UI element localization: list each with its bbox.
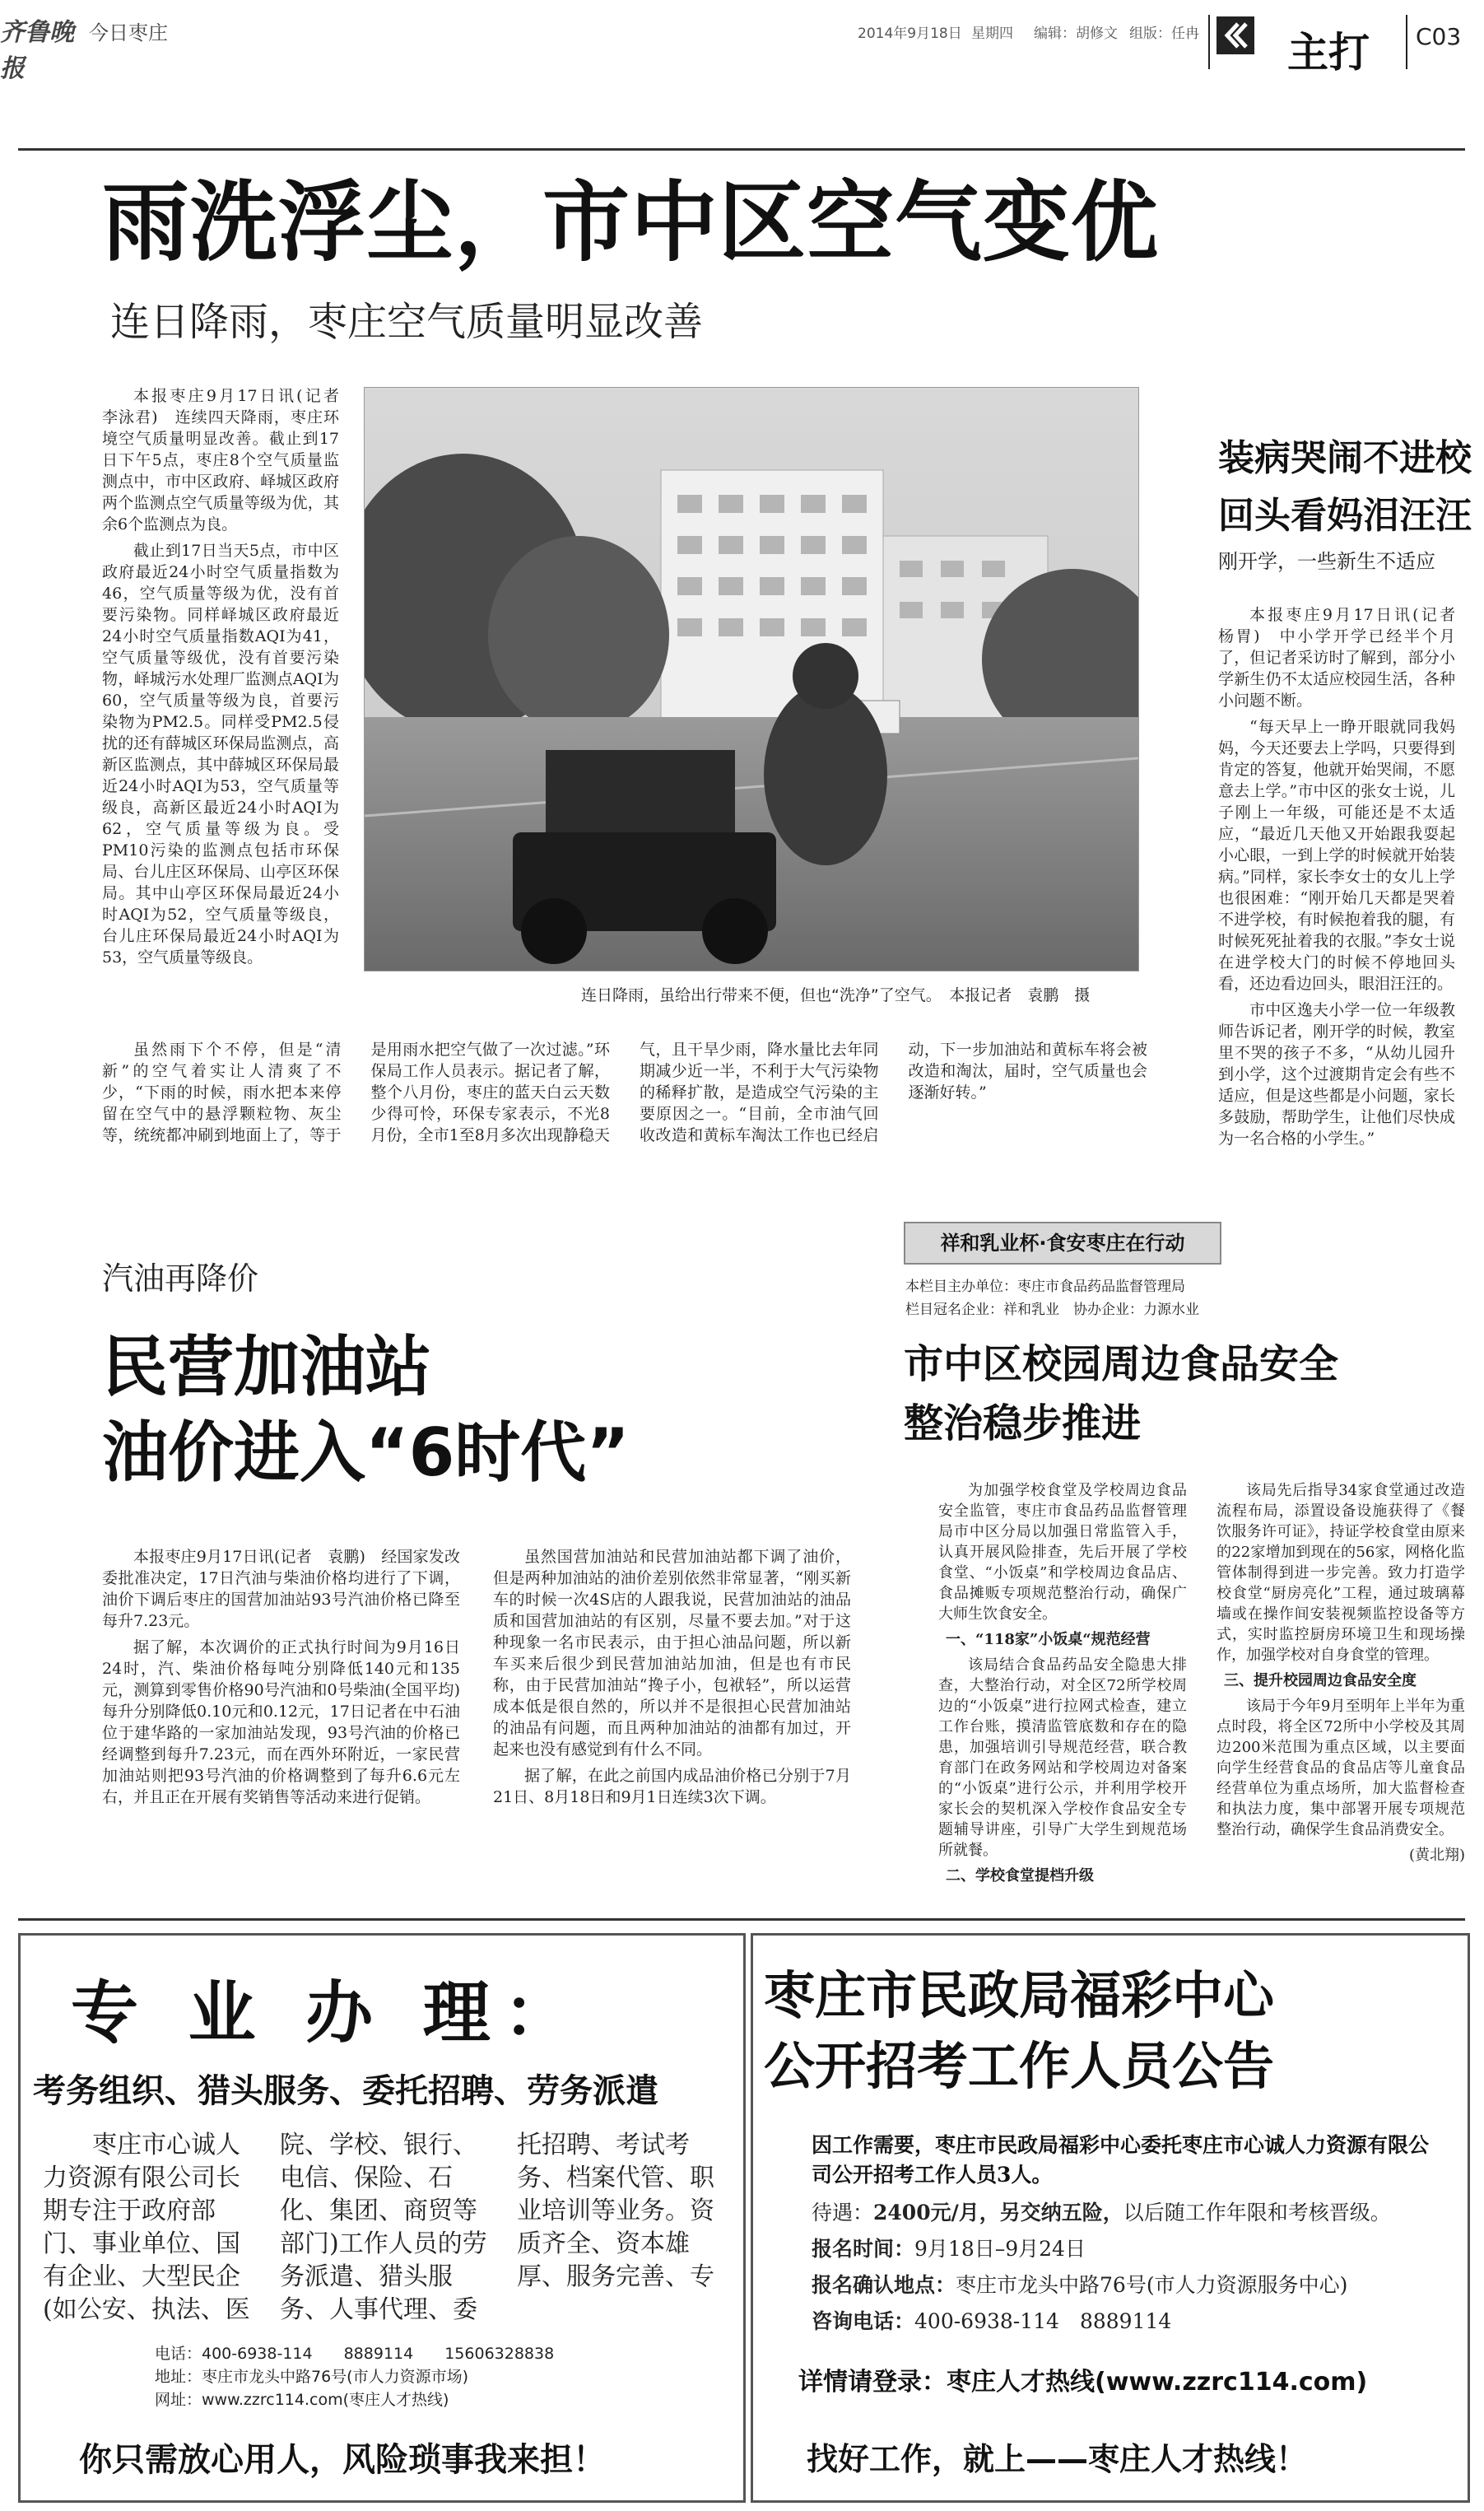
gas-paragraph: 虽然国营加油站和民营加油站都下调了油价，但是两种加油站的油价差别依然非常显著，“刚买新车的时候一次4S店的人跟我说，民营加油站的油品质和国营加油站的有区别，尽量不要去加。”对于这种现象一名市民表示，由于担心油品问题，所以新车买来后很少到民营加油站加油，但是也有市民称，由于民营加油站“搀子小，包袱轻”，所以运营成本低是很自然的，所以并不是很担心民营加油站的油品有问题，而且两种加油站的油都有加过，开起来也没有感觉到有什么不同。	[493, 1548, 851, 1759]
column-label: 主打	[1287, 29, 1370, 77]
food-title-line1: 市中区校园周边食品安全	[904, 1341, 1339, 1387]
right-ad-pay	[812, 2197, 1391, 2226]
kids-title-line1: 装病哭闹不进校	[1218, 437, 1472, 479]
kids-column	[1218, 604, 1455, 1172]
masthead-rule	[18, 148, 1465, 151]
page-number-separator	[1406, 15, 1407, 69]
right-ad-phone	[812, 2305, 1171, 2335]
food-title-line2: 整治稳步推进	[904, 1400, 1142, 1447]
lead-paragraph: 虽然雨下个不停，但是“清新”的空气着实让人清爽了不少，“下雨的时候，雨水把本来停留在空气中的悬浮颗粒物、灰尘等，统统都冲刷到地面上了，等于是用雨水把空气做了一次过滤。”环保局工作人员表示。据记者了解，整个八月份，枣庄的蓝天白云天数少得可怜，环保专家表示，不光8月份，全市1至8月多次出现静稳天气，且干旱少雨，降水量比去年同期减少近一半，不利于大气污染物的稀释扩散，是造成空气污染的主要原因之一。“目前，全市油气回收改造和黄标车淘汰工作也已经启动，下一步加油站和黄标车将会被改造和淘汰，届时，空气质量也会逐渐好转。”	[102, 1041, 1147, 1144]
left-ad-body: 枣庄市心诚人力资源有限公司长期专注于政府部门、事业单位、国有企业、大型民企(如公安、执法、医院、学校、银行、电信、保险、石化、集团、商贸等部门)工作人员的劳务派遣、猎头服务、人事代理、委托招聘、考试考务、档案代管、职业培训等业务。资质齐全、资本雄厚、服务完善、专	[43, 2131, 714, 2324]
page-number: C03	[1416, 23, 1462, 50]
chevron-left-icon	[1217, 16, 1254, 54]
kids-title-line2: 回头看妈泪汪汪	[1218, 495, 1472, 537]
right-ad-place-label: 报名确认地点：	[812, 2273, 956, 2297]
food-section-heading: 二、学校食堂提档升级	[946, 1867, 1094, 1884]
masthead-logo: 齐鲁晚报	[0, 18, 74, 83]
right-ad-intro: 因工作需要，枣庄市民政局福彩中心委托枣庄市心诚人力资源有限公司公开招考工作人员3人。	[812, 2133, 1430, 2187]
food-sponsor-2: 栏目冠名企业：祥和乳业 协办企业：力源水业	[905, 1302, 1199, 1318]
gas-columns	[102, 1546, 851, 1884]
right-ad-title-line1: 枣庄市民政局福彩中心	[764, 1965, 1275, 2025]
food-paragraph: 该局先后指导34家食堂通过改造流程布局，添置设备设施获得了《餐饮服务许可证》，持证学校食堂由原来的22家增加到现在的56家，网格化监管体制得到进一步完善。致力打造学校食堂“厨房亮化”工程，通过玻璃幕墙或在操作间安装视频监控设备等方式，实时监控厨房环境卫生和现场操作，加强学校对自身食堂的管理。	[1217, 1482, 1465, 1664]
right-ad-place	[812, 2269, 1347, 2299]
masthead-section: 今日枣庄	[89, 21, 168, 44]
kids-paragraph: “每天早上一睁开眼就同我妈妈，今天还要去上学吗，只要得到肯定的答复，他就开始哭闹，不愿意去上学。”市中区的张女士说，儿子刚上一年级，可能还是不太适应，“最近几天他又开始跟我耍起小心眼，一到上学的时候就开始装病。”同样，家长李女士的女儿上学也很困难：“刚开始几天都是哭着不进学校，有时候抱着我的腿，有时候死死扯着我的衣服。”李女士说在进学校大门的时候不停地回头看，还边看边回头，眼泪汪汪的。	[1218, 718, 1455, 993]
left-ad-website: 网址：www.zzrc114.com(枣庄人才热线)	[155, 2391, 449, 2409]
masthead-weekday: 星期四	[971, 26, 1013, 42]
masthead-separator	[1208, 15, 1210, 69]
right-ad-place-value: 枣庄市龙头中路76号(市人力资源服务中心)	[956, 2273, 1348, 2297]
gas-paragraph: 据了解，本次调价的正式执行时间为9月16日24时，汽、柴油价格每吨分别降低140元和135元，测算到零售价格90号汽油和0号柴油(全国平均)每升分别降低0.10元和0.12元，17日记者在中石油位于建华路的一家加油站发现，93号汽油的价格已经调整到每升7.23元，而在西外环附近，一家民营加油站则把93号汽油的价格调整到了每升6.6元左右，并且正在开展有奖销售等活动来进行促销。	[102, 1638, 460, 1806]
right-ad-phone-value: 400-6938-114 8889114	[914, 2309, 1172, 2333]
lead-paragraph: 本报枣庄9月17日讯(记者 李泳君) 连续四天降雨，枣庄环境空气质量明显改善。截止到17日下午5点，枣庄8个空气质量监测点中，市中区政府、峄城区政府两个监测点空气质量等级为优，其余6个监测点为良。	[102, 387, 339, 533]
section-rule	[18, 1918, 1465, 1921]
gas-title-line1: 民营加油站	[102, 1329, 431, 1405]
gas-paragraph: 据了解，在此之前国内成品油价格已分别于7月21日、8月18日和9月1日连续3次下调。	[493, 1767, 851, 1806]
right-ad-login: 详情请登录：枣庄人才热线(www.zzrc114.com)	[798, 2368, 1368, 2397]
right-ad-time-value: 9月18日–9月24日	[914, 2237, 1086, 2261]
kids-subtitle: 刚开学，一些新生不适应	[1218, 550, 1435, 573]
right-ad-pay-label: 待遇：	[812, 2201, 874, 2224]
food-paragraph: 该局于今年9月至明年上半年为重点时段，将全区72所中小学校及其周边200米范围为重点区域，以主要面向学生经营食品的食品店等儿童食品经营单位为重点场所，加大监督检查和执法力度，集中部署开展专项规范整治行动，确保学生食品消费安全。	[1217, 1698, 1465, 1838]
right-ad-slogan: 找好工作，就上——枣庄人才热线！	[807, 2441, 1308, 2477]
lead-paragraph: 截止到17日当天5点，市中区政府最近24小时空气质量指数为46，空气质量等级为优，没有首要污染物。同样峄城区政府最近24小时空气质量指数AQI为41，空气质量等级优，没有首要污染物，峄城污水处理厂监测点AQI为60，空气质量等级为良，首要污染物为PM2.5。同样受PM2.5侵扰的还有薛城区环保局监测点，高新区监测点，其中薛城区环保局最近24小时AQI为53，空气质量等级良，高新区最近24小时AQI为62，空气质量等级为良。受PM10污染的监测点包括市环保局、台儿庄区环保局、山亭区环保局。其中山亭区环保局最近24小时AQI为52，空气质量等级良，台儿庄环保局最近24小时AQI为53，空气质量等级良。	[102, 542, 339, 967]
masthead-layout: 组版：任冉	[1129, 26, 1199, 42]
gas-title-line2: 油价进入“6时代”	[102, 1414, 630, 1491]
left-ad-address: 地址：枣庄市龙头中路76号(市人力资源市场)	[155, 2368, 469, 2386]
food-section-heading: 一、“118家”小饭桌“规范经营	[946, 1631, 1151, 1648]
left-ad-slogan: 你只需放心用人，风险琐事我来担！	[79, 2441, 606, 2479]
food-paragraph: 为加强学校食堂及学校周边食品安全监管，枣庄市食品药品监督管理局市中区分局以加强日常监管入手，认真开展风险排查，先后开展了学校食堂、“小饭桌”和学校周边食品店、食品摊贩专项规范整治行动，确保广大师生饮食安全。	[938, 1482, 1187, 1623]
left-ad-services: 考务组织、猎头服务、委托招聘、劳务派遣	[33, 2072, 658, 2110]
right-ad-time-label: 报名时间：	[812, 2237, 915, 2261]
gas-kicker: 汽油再降价	[102, 1260, 259, 1297]
right-ad-phone-label: 咨询电话：	[812, 2309, 915, 2333]
lead-bottom-text	[102, 1039, 1147, 1179]
kids-paragraph: 市中区逸夫小学一位一年级教师告诉记者，刚开学的时候，教室里不哭的孩子不多，“从幼儿园升到小学，这个过渡期肯定会有些不适应，但是这些都是小问题，家长多鼓励，帮助学生，让他们尽快成为一名合格的小学生。”	[1218, 1001, 1455, 1148]
kids-paragraph: 本报枣庄9月17日讯(记者 杨胃) 中小学开学已经半个月了，但记者采访时了解到，部分小学新生仍不太适应校园生活，各种小问题不断。	[1218, 606, 1455, 710]
food-sponsor-1: 本栏目主办单位：枣庄市食品药品监督管理局	[905, 1279, 1185, 1295]
lead-title: 雨洗浮尘，市中区空气变优	[102, 172, 1159, 273]
food-paragraph: 该局结合食品药品安全隐患大排查，大整治行动，对全区72所学校周边的“小饭桌”进行拉网式检查，建立工作台账，摸清监管底数和存在的隐患，加强培训引导规范经营，联合教育部门在政务网站和学校周边对备案的“小饭桌”进行公示，并利用学校开家长会的契机深入学校作食品安全专题辅导讲座，引导广大学生到规范场所就餐。	[938, 1656, 1187, 1859]
lead-photo-caption: 连日降雨，虽给出行带来不便，但也“洗净”了空气。 本报记者 袁鹏 摄	[581, 986, 1091, 1004]
food-columns	[938, 1480, 1465, 1900]
masthead-date: 2014年9月18日	[858, 26, 962, 42]
lead-photo	[364, 387, 1139, 971]
right-ad-time	[812, 2233, 1086, 2262]
left-ad-phone: 电话：400-6938-114 8889114 15606328838	[155, 2345, 555, 2363]
right-ad-pay-rest: 以后随工作年限和考核晋级。	[1123, 2201, 1391, 2224]
gas-paragraph: 本报枣庄9月17日讯(记者 袁鹏) 经国家发改委批准决定，17日汽油与柴油价格均进行了下调，油价下调后枣庄的国营加油站93号汽油价格已降至每升7.23元。	[102, 1548, 460, 1630]
right-ad-title-line2: 公开招考工作人员公告	[764, 2036, 1275, 2096]
food-byline: (黄北翔)	[1408, 1847, 1465, 1864]
masthead-editor: 编辑：胡修文	[1034, 26, 1118, 42]
food-banner: 祥和乳业杯·食安枣庄在行动	[904, 1222, 1221, 1265]
left-ad-title: 专 业 办 理：	[71, 1974, 584, 2052]
right-ad-pay-value: 2400元/月，另交纳五险，	[873, 2201, 1123, 2224]
rainy-street-photo	[365, 388, 1138, 971]
lead-subtitle: 连日降雨，枣庄空气质量明显改善	[110, 299, 704, 345]
food-section-heading: 三、提升校园周边食品安全度	[1224, 1672, 1417, 1689]
